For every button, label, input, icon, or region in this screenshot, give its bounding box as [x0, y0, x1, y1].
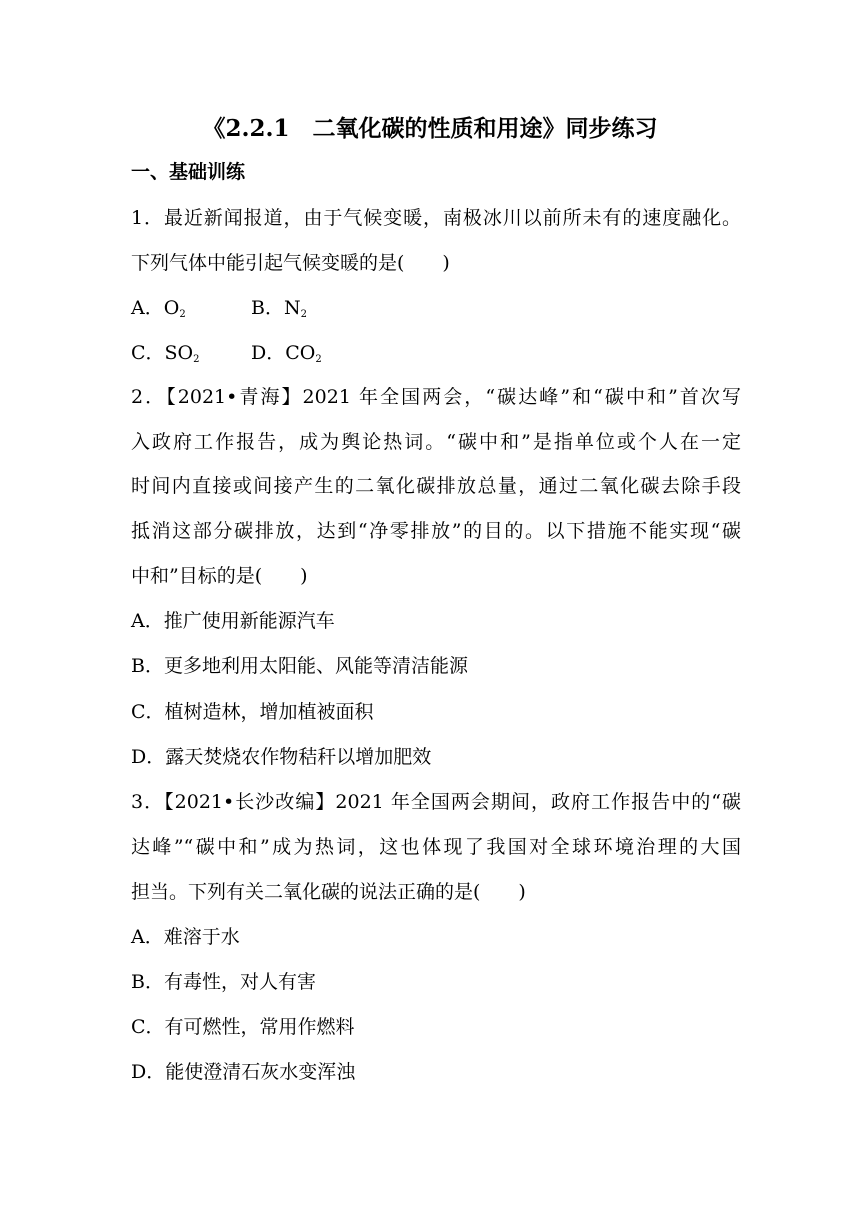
q2-stem-line-3: 时间内直接或间接产生的二氧化碳排放总量，通过二氧化碳去除手段 — [131, 475, 741, 497]
q1-stem-line-1: 1．最近新闻报道，由于气候变暖，南极冰川以前所未有的速度融化。 — [131, 207, 741, 229]
section-heading: 一、基础训练 — [131, 161, 246, 183]
q1-stem-line-2: 下列气体中能引起气候变暖的是( ) — [131, 252, 450, 274]
q2-option-d: D．露天焚烧农作物秸秆以增加肥效 — [131, 746, 432, 768]
q3-option-c: C．有可燃性，常用作燃料 — [131, 1016, 355, 1038]
q2-option-a: A．推广使用新能源汽车 — [131, 610, 335, 632]
q3-option-d: D．能使澄清石灰水变浑浊 — [131, 1061, 356, 1083]
q2-option-c: C．植树造林，增加植被面积 — [131, 701, 374, 723]
q3-option-a: A．难溶于水 — [131, 926, 240, 948]
q2-option-b: B．更多地利用太阳能、风能等清洁能源 — [131, 655, 468, 677]
q3-stem-line-2: 达峰”“碳中和”成为热词，这也体现了我国对全球环境治理的大国 — [131, 836, 741, 858]
q1-options-row-1 — [131, 296, 307, 320]
q3-stem-line-1: 3．【2021•长沙改编】2021 年全国两会期间，政府工作报告中的“碳 — [131, 791, 741, 813]
q1-option-b: B．$N_2$ — [251, 297, 307, 320]
q1-option-c: C．$SO_2$ — [131, 342, 200, 365]
q3-option-b: B．有毒性，对人有害 — [131, 971, 316, 993]
q2-stem-line-4: 抵消这部分碳排放，达到“净零排放”的目的。以下措施不能实现“碳 — [131, 520, 741, 542]
q1-options-row-2 — [131, 341, 322, 365]
q1-option-a: A．$O_2$ — [131, 297, 186, 320]
q2-stem-line-2: 入政府工作报告，成为舆论热词。“碳中和”是指单位或个人在一定 — [131, 431, 741, 453]
document-title: 《2.2.1 二氧化碳的性质和用途》同步练习 — [202, 115, 658, 142]
q2-stem-line-1: 2．【2021•青海】2021 年全国两会，“碳达峰”和“碳中和”首次写 — [131, 386, 741, 408]
q1-option-d: D．$CO_2$ — [251, 342, 322, 365]
q2-stem-line-5: 中和”目标的是( ) — [131, 565, 308, 587]
q3-stem-line-3: 担当。下列有关二氧化碳的说法正确的是( ) — [131, 881, 526, 903]
